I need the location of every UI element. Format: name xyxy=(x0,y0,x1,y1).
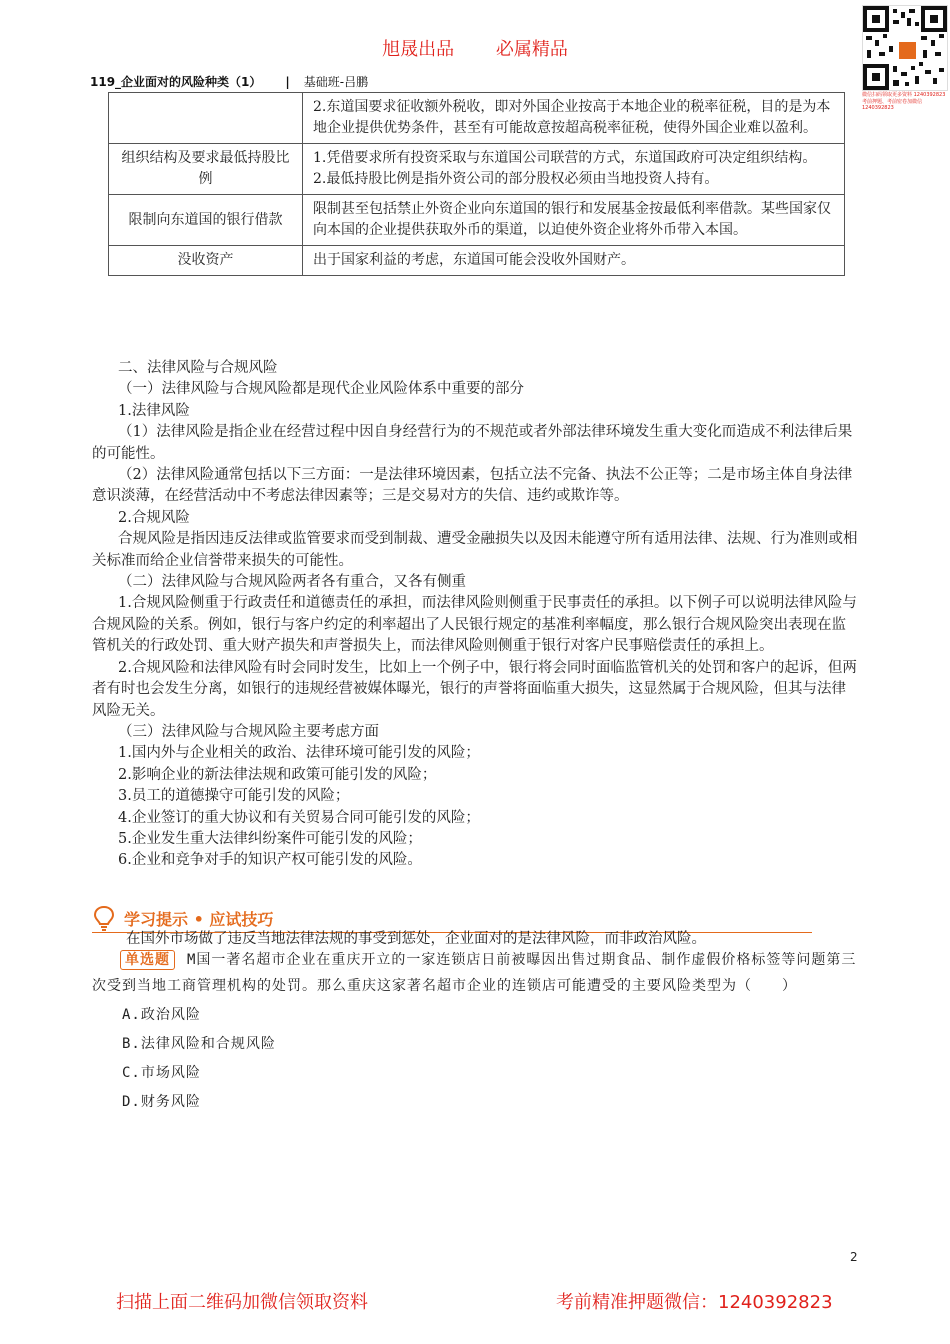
table-key: 限制向东道国的银行借款 xyxy=(109,195,303,246)
question-type-badge: 单选题 xyxy=(120,950,175,970)
footer-right: 考前精准押题微信：1240392823 xyxy=(556,1292,833,1313)
paragraph: 合规风险是指因违反法律或监管要求而受到制裁、遭受金融损失以及因未能遵守所有适用法律、法规、行为准则或相关标准而给企业信誉带来损失的可能性。 xyxy=(92,531,858,569)
list-item: 2.影响企业的新法律法规和政策可能引发的风险； xyxy=(118,766,437,783)
table-key: 组织结构及要求最低持股比例 xyxy=(109,144,303,195)
table-value: 出于国家利益的考虑，东道国可能会没收外国财产。 xyxy=(303,246,845,276)
table-value: 限制甚至包括禁止外资企业向东道国的银行和发展基金按最低利率借款。某些国家仅向本国的企业提供获取外币的渠道，以迫使外资企业将外币带入本国。 xyxy=(303,195,845,246)
page-number: 2 xyxy=(850,1250,858,1264)
list-item: 3.员工的道德操守可能引发的风险； xyxy=(118,788,350,805)
lesson-class: 基础班-吕鹏 xyxy=(303,75,369,89)
body-text xyxy=(92,358,860,872)
table-key: 没收资产 xyxy=(109,246,303,276)
qr-code[interactable] xyxy=(862,5,948,91)
question-stem-text: M国一著名超市企业在重庆开立的一家连锁店日前被曝因出售过期食品、制作虚假价格标签等问题第三次受到当地工商管理机构的处罚。那么重庆这家著名超市企业的连锁店可能遭受的主要风险类型为（ ） xyxy=(92,952,857,994)
question-block xyxy=(92,947,860,1115)
table-row xyxy=(109,246,845,276)
paragraph: （2）法律风险通常包括以下三方面：一是法律环境因素，包括立法不完备、执法不公正等；二是市场主体自身法律意识淡薄，在经营活动中不考虑法律因素等；三是交易对方的失信、违约或欺诈等。 xyxy=(92,467,853,505)
option-d[interactable]: D.财务风险 xyxy=(122,1094,201,1110)
list-item: 6.企业和竞争对手的知识产权可能引发的风险。 xyxy=(118,852,422,869)
brand-banner xyxy=(0,35,950,61)
study-tip-text: 在国外市场做了违反当地法律法规的事受到惩处，企业面对的是法律风险，而非政治风险。 xyxy=(126,931,706,947)
table-value: 2.最低持股比例是指外资公司的部分股权必须由当地投资人持有。 xyxy=(313,171,719,187)
table-row xyxy=(109,195,845,246)
table-row xyxy=(109,144,845,195)
paragraph: （1）法律风险是指企业在经营过程中因自身经营行为的不规范或者外部法律环境发生重大变化而造成不利法律后果的可能性。 xyxy=(92,424,853,462)
qr-caption-2: 考前押题、考前密卷加微信 1240392823 xyxy=(862,99,923,111)
brand-left: 旭晟出品 xyxy=(382,39,455,60)
paragraph: 1.合规风险侧重于行政责任和道德责任的承担，而法律风险则侧重于民事责任的承担。以下例子可以说明法律风险与合规风险的关系。例如，银行与客户约定的利率超出了人民银行规定的基准利率幅度，那么银行合规风险突出表现在监管机关的行政处罚、重大财产损失和声誉损失上，而法律风险则侧重于银行对客户民事赔偿责任的承担上。 xyxy=(92,595,857,655)
footer-left: 扫描上面二维码加微信领取资料 xyxy=(116,1292,368,1313)
list-item: 5.企业发生重大法律纠纷案件可能引发的风险； xyxy=(118,830,422,847)
subsection-heading: （一）法律风险与合规风险都是现代企业风险体系中重要的部分 xyxy=(118,381,524,398)
question-stem xyxy=(92,947,860,999)
table-value: 2.东道国要求征收额外税收，即对外国企业按高于本地企业的税率征税，目的是为本地企业提供优势条件，甚至有可能故意按超高税率征税，使得外国企业难以盈利。 xyxy=(303,93,845,144)
header-separator: | xyxy=(285,75,290,89)
table-value: 1.凭借要求所有投资采取与东道国公司联营的方式，东道国政府可决定组织结构。 xyxy=(313,150,817,166)
brand-right: 必属精品 xyxy=(495,39,568,60)
subsection-heading: （三）法律风险与合规风险主要考虑方面 xyxy=(118,723,379,740)
option-a[interactable]: A.政治风险 xyxy=(122,1007,201,1023)
subsection-heading: （二）法律风险与合规风险两者各有重合，又各有侧重 xyxy=(118,574,466,591)
item-heading: 1.法律风险 xyxy=(118,402,190,419)
option-b[interactable]: B.法律风险和合规风险 xyxy=(122,1036,276,1052)
section-heading: 二、法律风险与合规风险 xyxy=(118,360,278,376)
lightbulb-icon xyxy=(92,905,116,931)
lesson-header xyxy=(90,73,368,90)
paragraph: 2.合规风险和法律风险有时会同时发生，比如上一个例子中，银行将会同时面临监管机关的处罚和客户的起诉，但两者有时也会发生分离，如银行的违规经营被媒体曝光，银行的声誉将面临重大损失，这显然属于合规风险，但其与法律风险无关。 xyxy=(92,659,857,719)
risk-table xyxy=(108,92,845,276)
lesson-title: 119_企业面对的风险种类（1） xyxy=(90,75,262,89)
list-item: 4.企业签订的重大协议和有关贸易合同可能引发的风险； xyxy=(118,809,480,826)
item-heading: 2.合规风险 xyxy=(118,509,190,526)
qr-caption-1: 微信扫码领取更多资料 1240392823 xyxy=(862,92,946,98)
table-key xyxy=(109,93,303,144)
option-c[interactable]: C.市场风险 xyxy=(122,1065,201,1081)
table-value-cell xyxy=(303,144,845,195)
table-row xyxy=(109,93,845,144)
list-item: 1.国内外与企业相关的政治、法律环境可能引发的风险； xyxy=(118,745,480,762)
study-tip-title: 学习提示 • 应试技巧 xyxy=(124,910,274,929)
qr-logo-icon xyxy=(897,40,918,61)
